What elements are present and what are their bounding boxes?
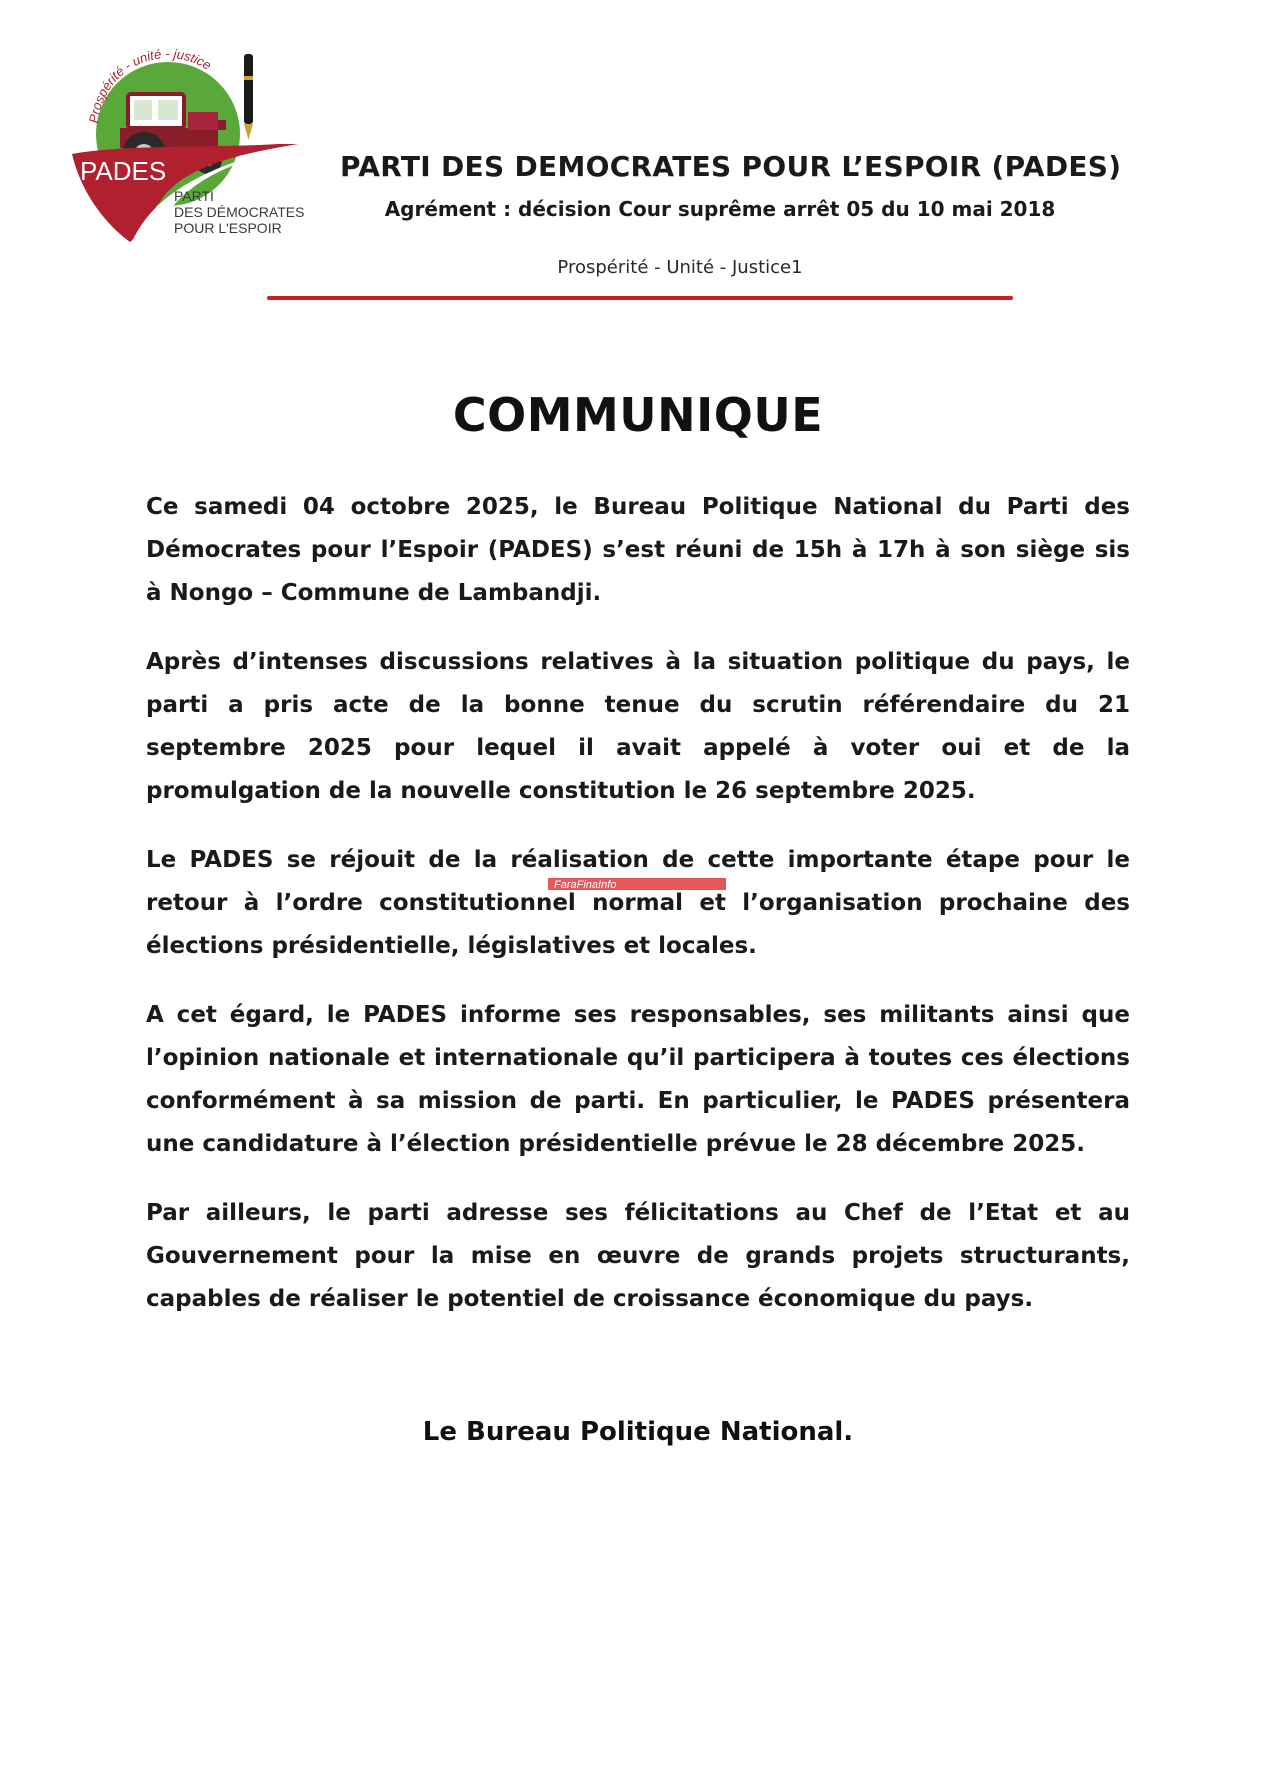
pades-logo-graphic [68,36,328,266]
logo-full-name: PARTI DES DÉMOCRATES POUR L'ESPOIR [174,188,305,236]
pen-icon [244,54,253,140]
communique-body [146,486,1130,1347]
header-divider [267,296,1013,300]
party-motto: Prospérité - Unité - Justice1 [557,257,803,278]
paragraph-referendum: Après d’intenses discussions relatives à la situation politique du pays, le parti a pris acte de la bonne tenue du scrutin référendaire du 21 septembre 2025 pour lequel il avait appelé à voter oui et de la promulgation de la nouvelle constitution le 26 septembre 2025. [146,649,1130,804]
party-name: PARTI DES DEMOCRATES POUR L’ESPOIR (PADES) [340,150,1122,183]
logo-acronym: PADES [80,156,167,186]
signature-bureau: Le Bureau Politique National. [422,1417,854,1447]
agrement-line: Agrément : décision Cour suprême arrêt 05 du 10 mai 2018 [384,197,1056,221]
paragraph-meeting: Ce samedi 04 octobre 2025, le Bureau Politique National du Parti des Démocrates pour l’Espoir (PADES) s’est réuni de 15h à 17h à son siège sis à Nongo – Commune de Lambandji. [146,494,1130,606]
pades-logo [68,36,328,266]
svg-text:FaraFinaInfo: FaraFinaInfo [554,879,617,891]
farafina-watermark [548,876,726,892]
paragraph-congratulations: Par ailleurs, le parti adresse ses félicitations au Chef de l’Etat et au Gouvernement pour la mise en œuvre de grands projets structurants, capables de réaliser le potentiel de croissance économique du pays. [146,1200,1130,1312]
document-title: COMMUNIQUE [452,388,824,442]
logo-arc-text: Prospérité - unité - justice [86,45,215,125]
paragraph-constitutional-order: Le PADES se réjouit de la réalisation de cette importante étape pour le retour à l’ordre constitutionnel normal et l’organisation prochaine des élections présidentielle, législatives et locales. [146,847,1130,959]
paragraph-elections: A cet égard, le PADES informe ses responsables, ses militants ainsi que l’opinion nationale et internationale qu’il participera à toutes ces élections conformément à sa mission de parti. En particulier, le PADES présentera une candidature à l’élection présidentielle prévue le 28 décembre 2025. [146,1002,1130,1157]
